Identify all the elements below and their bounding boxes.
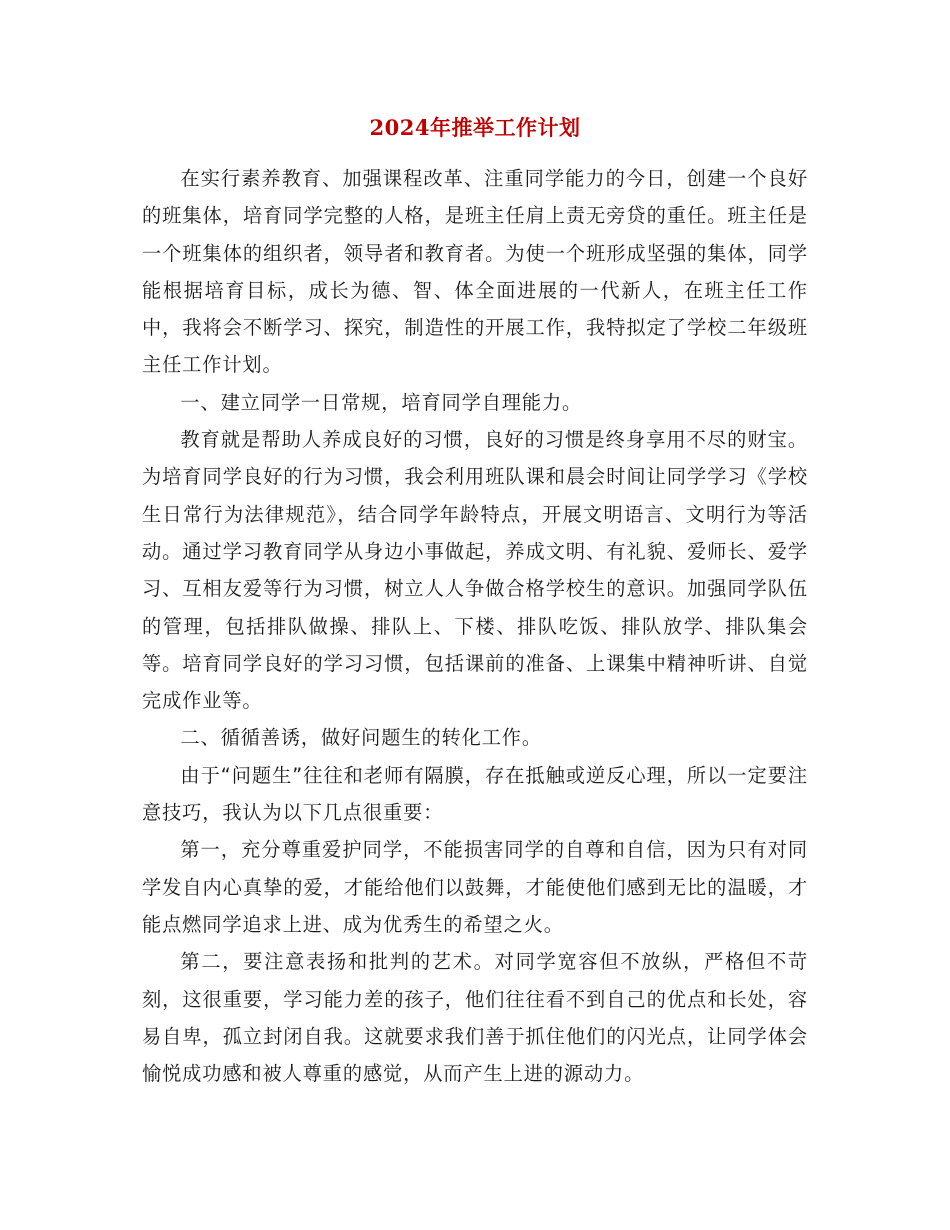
- document-title: 2024年推举工作计划: [369, 115, 581, 140]
- paragraph-intro: 在实行素养教育、加强课程改革、注重同学能力的今日，创建一个良好的班集体，培育同学完整的人格，是班主任肩上责无旁贷的重任。班主任是一个班集体的组织者，领导者和教育者。为使一个班形成坚强的集体，同学能根据培育目标，成长为德、智、体全面进展的一代新人，在班主任工作中，我将会不断学习、探究，制造性的开展工作，我特拟定了学校二年级班主任工作计划。: [142, 167, 808, 377]
- section-heading-2: 二、循循善诱，做好问题生的转化工作。: [180, 726, 542, 750]
- paragraph-habits: 教育就是帮助人养成良好的习惯，良好的习惯是终身享用不尽的财宝。为培育同学良好的行为习惯，我会利用班队课和晨会时间让同学学习《学校生日常行为法律规范》，结合同学年龄特点，开展文明语言、文明行为等活动。通过学习教育同学从身边小事做起，养成文明、有礼貌、爱师长、爱学习、互相友爱等行为习惯，树立人人争做合格学校生的意识。加强同学队伍的管理，包括排队做操、排队上、下楼、排队吃饭、排队放学、排队集会等。培育同学良好的学习习惯，包括课前的准备、上课集中精神听讲、自觉完成作业等。: [142, 428, 808, 713]
- document-body: [142, 160, 808, 1092]
- paragraph-problem-students: 由于“问题生”往往和老师有隔膜，存在抵触或逆反心理，所以一定要注意技巧，我认为以下几点很重要：: [142, 763, 808, 825]
- paragraph-point-1: 第一，充分尊重爱护同学，不能损害同学的自尊和自信，因为只有对同学发自内心真挚的爱，才能给他们以鼓舞，才能使他们感到无比的温暖，才能点燃同学追求上进、成为优秀生的希望之火。: [142, 838, 808, 936]
- paragraph-point-2: 第二，要注意表扬和批判的艺术。对同学宽容但不放纵，严格但不苛刻，这很重要，学习能力差的孩子，他们往往看不到自己的优点和长处，容易自卑，孤立封闭自我。这就要求我们善于抓住他们的闪光点，让同学体会愉悦成功感和被人尊重的感觉，从而产生上进的源动力。: [142, 950, 808, 1086]
- section-heading-1: 一、建立同学一日常规，培育同学自理能力。: [180, 390, 583, 414]
